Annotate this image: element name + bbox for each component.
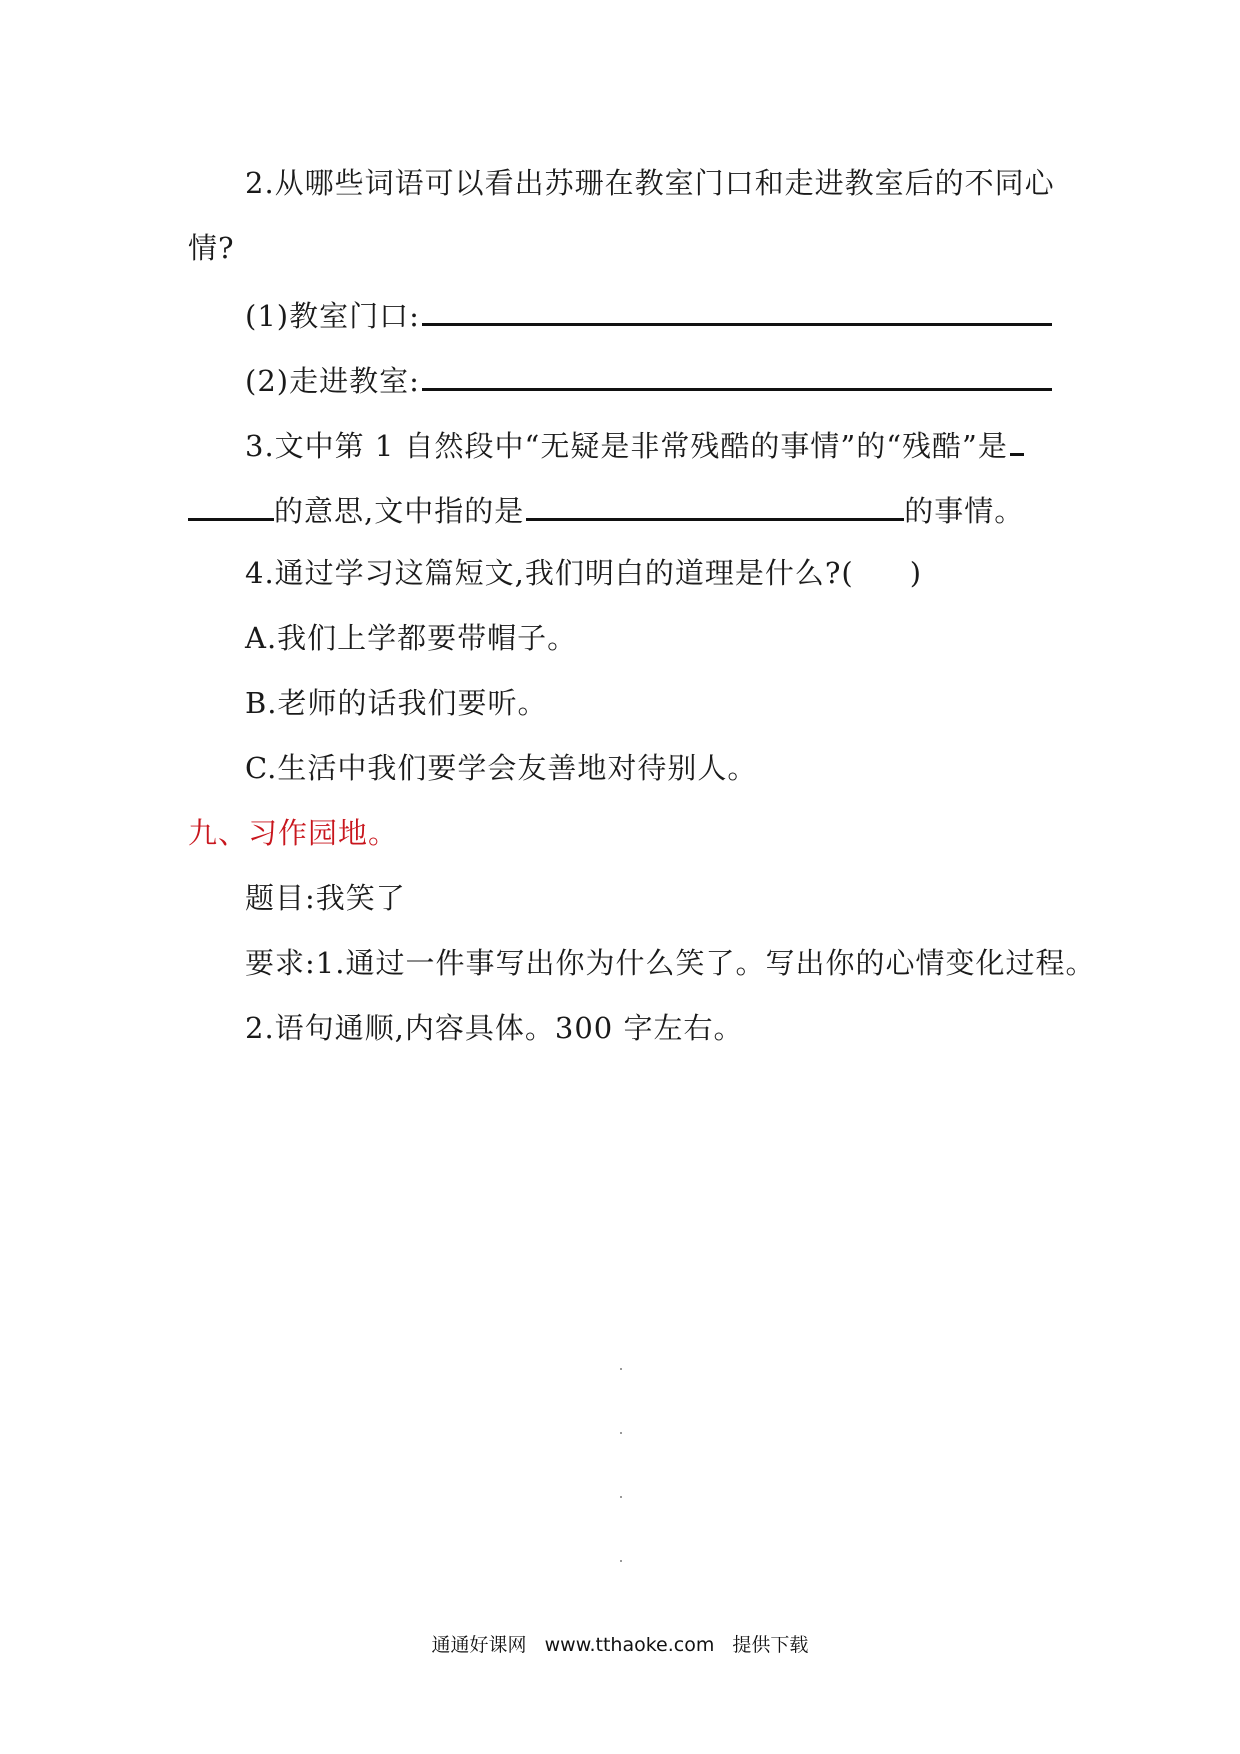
section9-requirement-1: 要求:1.通过一件事写出你为什么笑了。写出你的心情变化过程。: [245, 946, 1096, 980]
section9-heading: 九、习作园地。: [188, 816, 399, 850]
page-footer: [0, 1630, 1240, 1657]
q2-sub1-answer-blank[interactable]: [422, 293, 1052, 326]
q2-text-line1: 2.从哪些词语可以看出苏珊在教室门口和走进教室后的不同心: [245, 166, 1055, 200]
q3-line2-end: 的事情。: [904, 494, 1025, 528]
q2-sub2-label: (2)走进教室:: [245, 364, 420, 398]
q2-sub2-row: [245, 358, 1052, 401]
q4-option-b: B.老师的话我们要听。: [245, 686, 548, 720]
q3-row1: [245, 423, 1024, 466]
footer-url[interactable]: www.tthaoke.com: [544, 1634, 715, 1656]
q3-line2-mid: 的意思,文中指的是: [274, 494, 525, 528]
q4-stem-close: ): [909, 556, 923, 590]
q4-stem: 4.通过学习这篇短文,我们明白的道理是什么?(: [245, 556, 854, 590]
footer-site-name: 通通好课网: [431, 1634, 527, 1656]
decorative-dot: [620, 1560, 622, 1562]
q4-option-c: C.生活中我们要学会友善地对待别人。: [245, 751, 758, 785]
decorative-dot: [620, 1496, 622, 1498]
q3-blank1-end[interactable]: [188, 488, 274, 521]
decorative-dot: [620, 1432, 622, 1434]
q2-text-line2: 情?: [188, 231, 235, 265]
section9-requirement-2: 2.语句通顺,内容具体。300 字左右。: [245, 1011, 744, 1045]
q4-option-a: A.我们上学都要带帽子。: [245, 621, 578, 655]
section9-title: 题目:我笑了: [245, 881, 406, 915]
q2-sub1-row: [245, 293, 1052, 336]
q2-sub2-answer-blank[interactable]: [422, 358, 1052, 391]
q3-blank1-start[interactable]: [1010, 423, 1024, 456]
q3-blank2[interactable]: [526, 488, 904, 521]
decorative-dot: [620, 1368, 622, 1370]
footer-suffix: 提供下载: [732, 1634, 809, 1656]
q4-stem-row: [245, 553, 922, 593]
q3-line1: 3.文中第 1 自然段中“无疑是非常残酷的事情”的“残酷”是: [245, 429, 1008, 463]
q2-sub1-label: (1)教室门口:: [245, 299, 420, 333]
q3-row2: [188, 488, 1024, 531]
